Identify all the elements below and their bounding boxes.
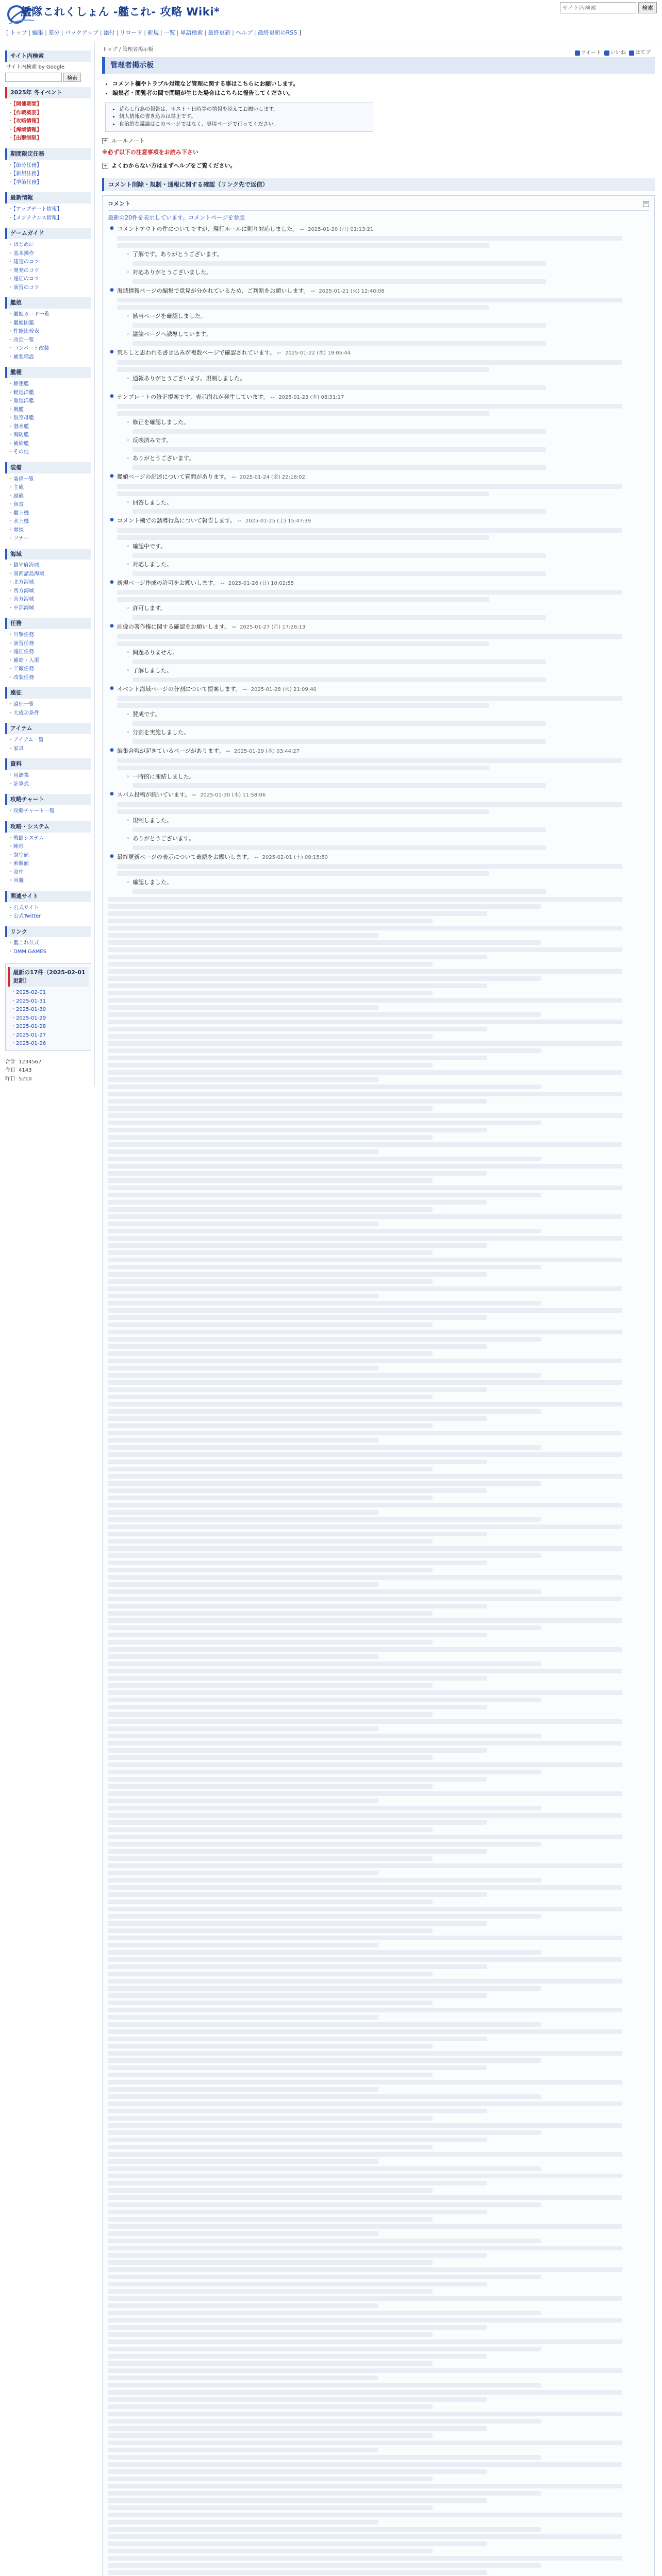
comment-date: 2025-02-01 (土) 09:15:50: [262, 854, 328, 860]
comment-item: ● 画像の著作権に関する確認をお願いします。 -- 2025-01-27 (月) 17:26:13 ◦ 問題ありません。 ◦ 了解しました。: [110, 623, 649, 682]
sidebar-list: [5, 835, 91, 886]
sidebar-item[interactable]: ・ 艦娘図鑑: [8, 319, 91, 328]
comment-date: 2025-01-22 (水) 19:05:44: [285, 350, 351, 357]
sidebar-list: [5, 736, 91, 753]
expand-icon[interactable]: +: [103, 138, 108, 144]
sidebar-item[interactable]: ・ 駆逐艦: [8, 380, 91, 389]
sidebar-item[interactable]: ・ 建造のコツ: [8, 258, 91, 267]
sidebar-item[interactable]: ・ 大成功条件: [8, 709, 91, 718]
sidebar-item[interactable]: ・ 公式サイト: [8, 904, 91, 913]
nav-link[interactable]: 添付: [103, 29, 115, 36]
recent-update-item[interactable]: ・ 2025-01-28: [11, 1023, 89, 1031]
comment-date: 2025-01-26 (日) 10:02:55: [228, 580, 294, 586]
sidebar-item[interactable]: ・ 攻略チャート一覧: [8, 807, 91, 816]
comment-date: 2025-01-24 (金) 22:18:02: [239, 474, 305, 481]
sidebar-item[interactable]: ・ 潜水艦: [8, 423, 91, 432]
sidebar-item[interactable]: ・ 補強増設: [8, 353, 91, 362]
comment-frame: [102, 195, 655, 2576]
sidebar: [0, 42, 95, 1087]
sidebar-item[interactable]: ・ 補給艦: [8, 440, 91, 449]
sidebar-item[interactable]: ・ 陣形: [8, 843, 91, 852]
recent-update-item[interactable]: ・ 2025-01-29: [11, 1014, 89, 1023]
comment-reply: ◦ 一時的に凍結しました。: [126, 773, 649, 788]
comment-item: ● 艦娘ページの記述について質問があります。 -- 2025-01-24 (金) 22:18:02 ◦ 回答しました。: [110, 473, 649, 514]
sidebar-item[interactable]: ・ 計算式: [8, 781, 91, 789]
expand-icon[interactable]: +: [103, 163, 108, 169]
sidebar-list: [5, 701, 91, 718]
comment-reply: ◦ 通報ありがとうございます。規制しました。: [126, 375, 649, 390]
comment-list: [108, 225, 649, 894]
sidebar-item[interactable]: ・ 航空母艦: [8, 414, 91, 423]
comment-reply: ◦ 回答しました。: [126, 499, 649, 514]
recent-update-item[interactable]: ・ 2025-01-30: [11, 1006, 89, 1014]
sidebar-item[interactable]: ・ 遠征一覧: [8, 701, 91, 709]
sidebar-item[interactable]: ・ コンバート改装: [8, 345, 91, 353]
comment-date: 2025-01-29 (水) 03:44:27: [234, 749, 300, 755]
site-title[interactable]: 艦隊これくしょん -艦これ- 攻略 Wiki*: [21, 6, 220, 18]
sidebar-heading: 艦娘: [5, 297, 91, 309]
fold-help[interactable]: + よくわからない方はまずヘルプをご覧ください。: [103, 162, 236, 170]
nav-link[interactable]: ヘルプ: [235, 29, 253, 36]
notice-item: • 個人情報の書き込みは禁止です。: [119, 113, 368, 121]
sidebar-item[interactable]: ・ 改造一覧: [8, 336, 91, 345]
comment-date: 2025-01-28 (火) 21:09:40: [251, 686, 317, 692]
sidebar-list: [5, 476, 91, 544]
sidebar-item[interactable]: ・ 【出撃制限】: [8, 134, 91, 143]
fold-rules[interactable]: + ルールノート: [103, 138, 145, 145]
rule-item: • 編集者・閲覧者の間で問題が生じた場合はこちらに報告してください。: [112, 89, 655, 97]
comment-reply: ◦ 分割を実施しました。: [126, 728, 649, 744]
sidebar-item[interactable]: ・ 装備一覧: [8, 476, 91, 484]
comment-date: 2025-01-20 (月) 01:13:21: [308, 226, 374, 232]
main-content: [95, 42, 662, 2576]
sidebar-item[interactable]: ・ 艦上機: [8, 510, 91, 518]
nav-link[interactable]: 一覧: [163, 29, 175, 36]
sidebar-item[interactable]: ・ 水上機: [8, 518, 91, 527]
recent-update-item[interactable]: ・ 2025-02-01: [11, 989, 89, 997]
header-search: [560, 2, 657, 13]
comment-item: ● 最終更新ページの表示について確認をお願いします。 -- 2025-02-01 (土) 09:15:50 ◦ 確認しました。: [110, 853, 649, 894]
header-search-input[interactable]: [560, 2, 636, 13]
sidebar-heading: ゲームガイド: [5, 228, 91, 239]
sidebar-item[interactable]: ・ 【海域情報】: [8, 126, 91, 135]
pager-top[interactable]: 最新の20件を表示しています。コメントページを参照: [108, 214, 245, 221]
nav-link[interactable]: トップ: [10, 29, 27, 36]
comment-reply: ◦ 了解です。ありがとうございます。: [126, 250, 649, 266]
sidebar-item[interactable]: ・ その他: [8, 448, 91, 457]
nav-link[interactable]: 最終更新: [208, 29, 231, 36]
sidebar-item[interactable]: ・ 鎮守府海域: [8, 562, 91, 570]
recent-update-item[interactable]: ・ 2025-01-31: [11, 997, 89, 1006]
sidebar-item[interactable]: ・ アイテム一覧: [8, 736, 91, 745]
comment-date: 2025-01-23 (木) 08:31:17: [278, 394, 344, 400]
comment-item: ● テンプレートの修正提案です。表示崩れが発生しています。 -- 2025-01-23 (木) 08:31:17 ◦ 修正を確認しました。 ◦ 反映済みです。 ◦ ありがとうございます。: [110, 393, 649, 470]
share-0-icon[interactable]: ツイート: [575, 49, 602, 57]
sidebar-heading: 攻略チャート: [5, 794, 91, 805]
comment-item: ● 海域情報ページの編集で意見が分かれているため、ご判断をお願いします。 -- 2025-01-21 (火) 12:40:08 ◦ 該当ページを確認しました。 ◦ 議論ページへ誘導しています。: [110, 287, 649, 346]
sidebar-heading: 遠征: [5, 687, 91, 699]
comment-date: 2025-01-21 (火) 12:40:08: [319, 288, 385, 294]
recent-updates-title: 最新の17件（2025-02-01 更新）: [8, 967, 89, 987]
comment-reply: ◦ 了解しました。: [126, 667, 649, 682]
sidebar-item[interactable]: ・ はじめに: [8, 241, 91, 250]
sidebar-item[interactable]: ・ 中部海域: [8, 604, 91, 613]
nav-link[interactable]: 最終更新のRSS: [257, 29, 297, 36]
sidebar-item[interactable]: ・ 【アップデート情報】: [8, 206, 91, 214]
comment-item: ● コメント欄での誘導行為について報告します。 -- 2025-01-25 (土) 15:47:39 ◦ 確認中です。 ◦ 対応しました。: [110, 517, 649, 575]
sidebar-item[interactable]: ・ 公式Twitter: [8, 912, 91, 921]
comment-reply: ◦ 議論ページへ誘導しています。: [126, 330, 649, 346]
comment-reply: ◦ 該当ページを確認しました。: [126, 312, 649, 328]
top-nav: [ トップ | 編集 | 差分 | バックアップ | 添付 | リロード | 新規 | 一覧 | 単語検索 | 最終更新 | ヘルプ | 最終更新のRSS ]: [6, 29, 302, 36]
sidebar-item[interactable]: ・ 回避: [8, 877, 91, 886]
sidebar-item[interactable]: ・ 工廠任務: [8, 665, 91, 674]
comment-reply: ◦ 問題ありません。: [126, 649, 649, 664]
sidebar-item[interactable]: ・ 家具: [8, 745, 91, 754]
sidebar-item[interactable]: ・ ソナー: [8, 535, 91, 544]
sidebar-item[interactable]: ・ 基本操作: [8, 250, 91, 259]
sidebar-list: [5, 311, 91, 362]
sidebar-list: [5, 206, 91, 223]
sidebar-item[interactable]: ・ 北方海域: [8, 579, 91, 587]
sidebar-item[interactable]: ・ 【季節任務】: [8, 179, 91, 188]
sidebar-list: [5, 807, 91, 816]
sidebar-item[interactable]: ・ 南西諸島海域: [8, 570, 91, 579]
sidebar-heading: 関連サイト: [5, 891, 91, 902]
sidebar-search: [5, 73, 91, 82]
sidebar-item[interactable]: ・ 索敵値: [8, 860, 91, 869]
comment-item: ● 新規ページ作成の許可をお願いします。 -- 2025-01-26 (日) 10:02:55 ◦ 許可します。: [110, 579, 649, 620]
nav-link[interactable]: リロード: [120, 29, 143, 36]
sidebar-heading: 攻略・システム: [5, 821, 91, 833]
sidebar-item[interactable]: ・ 【新規任務】: [8, 170, 91, 179]
sidebar-search-button[interactable]: 検索: [63, 73, 81, 82]
sidebar-item[interactable]: ・ 魚雷: [8, 501, 91, 510]
comment-reply: ◦ 賛成です。: [126, 710, 649, 726]
comment-reply: ◦ 対応ありがとうございました。: [126, 268, 649, 284]
visitor-counter: 合計 1234567 今日 4143 昨日 5210: [5, 1059, 42, 1082]
sidebar-list: [5, 631, 91, 682]
sidebar-list: [5, 241, 91, 292]
sidebar-item[interactable]: ・ 【作戦概要】: [8, 109, 91, 118]
comment-date: 2025-01-30 (木) 11:58:06: [200, 792, 266, 799]
sidebar-list: [5, 939, 91, 956]
sidebar-list: [5, 772, 91, 789]
sidebar-list: [5, 100, 91, 143]
comment-date: 2025-01-27 (月) 17:26:13: [240, 624, 306, 631]
sidebar-item[interactable]: ・ 西方海域: [8, 587, 91, 596]
sidebar-item[interactable]: ・ 制空値: [8, 852, 91, 860]
sidebar-item[interactable]: ・ 副砲: [8, 493, 91, 501]
sidebar-item[interactable]: ・ 電探: [8, 527, 91, 535]
sidebar-heading: 海域: [5, 549, 91, 560]
comment-reply: ◦ 修正を確認しました。: [126, 418, 649, 434]
sidebar-item[interactable]: ・ 演習任務: [8, 640, 91, 649]
sidebar-item[interactable]: ・ DMM GAMES: [8, 948, 91, 957]
sidebar-item[interactable]: ・ 南方海域: [8, 596, 91, 604]
sidebar-item[interactable]: ・ 軽巡洋艦: [8, 389, 91, 398]
site-header: [0, 0, 662, 42]
sidebar-item[interactable]: ・ 【開催期間】: [8, 100, 91, 109]
sidebar-item[interactable]: ・ 【メンテナンス情報】: [8, 214, 91, 223]
recent-updates-box: [5, 963, 91, 1050]
sidebar-heading: サイト内検索: [5, 50, 91, 62]
nav-link[interactable]: 新規: [147, 29, 159, 36]
sidebar-item[interactable]: ・ 用語集: [8, 772, 91, 781]
breadcrumb: トップ / 管理者掲示板: [102, 47, 154, 53]
comment-item: ● スパム投稿が続いています。 -- 2025-01-30 (木) 11:58:06 ◦ 規制しました。 ◦ ありがとうございます。: [110, 791, 649, 850]
sidebar-item[interactable]: ・ 遠征のコツ: [8, 275, 91, 284]
sidebar-heading: 資料: [5, 758, 91, 770]
sidebar-heading: 2025年 冬イベント: [5, 87, 91, 98]
sidebar-item[interactable]: ・ 重巡洋艦: [8, 397, 91, 406]
sidebar-search-input[interactable]: [5, 73, 62, 82]
comment-date: 2025-01-25 (土) 15:47:39: [245, 518, 311, 524]
sidebar-heading: リンク: [5, 926, 91, 938]
comment-reply: ◦ ありがとうございます。: [126, 454, 649, 470]
sidebar-item[interactable]: ・ 性能比較表: [8, 328, 91, 336]
comment-reply: ◦ 反映済みです。: [126, 436, 649, 452]
notice-item: • 自治的な議論はこのページではなく、専用ページで行ってください。: [119, 121, 368, 129]
comment-reply: ◦ 対応しました。: [126, 561, 649, 576]
sidebar-list: [5, 380, 91, 457]
comment-item: ● コメントアウトの件についてですが、現行ルールに則り対応しました。 -- 2025-01-20 (月) 01:13:21 ◦ 了解です。ありがとうございます。 ◦ 対応ありがとうございました。: [110, 225, 649, 284]
sidebar-item[interactable]: ・ 遠征任務: [8, 648, 91, 657]
rule-item: • コメント欄やトラブル対策など管理に関する事はこちらにお願いします。: [112, 80, 655, 88]
comment-reply: ◦ 確認しました。: [126, 878, 649, 894]
sidebar-item[interactable]: ・ 出撃任務: [8, 631, 91, 640]
sidebar-item[interactable]: ・ 演習のコツ: [8, 284, 91, 293]
sidebar-item[interactable]: ・ 主砲: [8, 484, 91, 493]
nav-link[interactable]: 差分: [48, 29, 60, 36]
sidebar-item[interactable]: ・ 海防艦: [8, 431, 91, 440]
rules-list: [102, 80, 655, 97]
nav-link[interactable]: 編集: [32, 29, 44, 36]
nav-link[interactable]: バックアップ: [64, 29, 98, 36]
comment-reply: ◦ 確認中です。: [126, 543, 649, 558]
share-2-icon[interactable]: はてブ: [629, 49, 651, 57]
sidebar-heading: 期間限定任務: [5, 148, 91, 160]
comment-reply: ◦ ありがとうございます。: [126, 835, 649, 850]
notice-item: • 荒らし行為の報告は、ホスト・日時等の情報を添えてお願いします。: [119, 106, 368, 114]
comment-item: ● 荒らしと思われる書き込みが複数ページで確認されています。 -- 2025-01-22 (水) 19:05:44 ◦ 通報ありがとうございます。規制しました。: [110, 349, 649, 389]
sidebar-heading: 任務: [5, 618, 91, 629]
sidebar-list: [5, 162, 91, 188]
sidebar-list: [5, 904, 91, 921]
sidebar-item[interactable]: ・ 開発のコツ: [8, 267, 91, 276]
recent-update-item[interactable]: ・ 2025-01-27: [11, 1031, 89, 1040]
comment-reply: ◦ 規制しました。: [126, 817, 649, 832]
sidebar-item[interactable]: ・ 艦これ公式: [8, 939, 91, 948]
share-icons: [575, 49, 651, 57]
header-search-button[interactable]: 検索: [638, 2, 657, 13]
sidebar-item[interactable]: ・ 戦闘システム: [8, 835, 91, 843]
sidebar-item[interactable]: ・ 命中: [8, 869, 91, 877]
sidebar-item[interactable]: ・ 戦艦: [8, 406, 91, 415]
share-1-icon[interactable]: いいね: [604, 49, 626, 57]
sidebar-item[interactable]: ・ 補給・入渠: [8, 657, 91, 666]
comment-reply: ◦ 許可します。: [126, 604, 649, 620]
warning-text: ※必ず以下の注意事項をお読み下さい: [102, 149, 198, 156]
notice-box: [105, 103, 373, 132]
sidebar-item[interactable]: ・ 艦娘カード一覧: [8, 311, 91, 319]
sidebar-heading: アイテム: [5, 723, 91, 734]
sidebar-item[interactable]: ・ 【節分任務】: [8, 162, 91, 171]
sidebar-heading: 艦種: [5, 367, 91, 378]
sidebar-item[interactable]: ・ 改装任務: [8, 674, 91, 683]
sidebar-item[interactable]: ・ 【攻略情報】: [8, 117, 91, 126]
comment-section-title: コメント削除・規制・通報に関する確認（リンク先で返信）: [102, 178, 655, 191]
nav-link[interactable]: 単語検索: [180, 29, 203, 36]
page-title: 管理者掲示板: [102, 57, 655, 74]
recent-update-item[interactable]: ・ 2025-01-26: [11, 1040, 89, 1048]
comment-item: ● 編集合戦が起きているページがあります。 -- 2025-01-29 (水) 03:44:27 ◦ 一時的に凍結しました。: [110, 747, 649, 788]
comment-header: コメント −: [108, 198, 649, 211]
sidebar-heading: 装備: [5, 462, 91, 473]
collapse-icon[interactable]: −: [643, 200, 649, 207]
sidebar-text: サイト内検索 by Google: [6, 64, 65, 70]
sidebar-heading: 最新情報: [5, 192, 91, 204]
sidebar-list: [5, 562, 91, 613]
comment-filler: [108, 897, 649, 2576]
comment-item: ● イベント海域ページの分割について提案します。 -- 2025-01-28 (火) 21:09:40 ◦ 賛成です。 ◦ 分割を実施しました。: [110, 685, 649, 744]
